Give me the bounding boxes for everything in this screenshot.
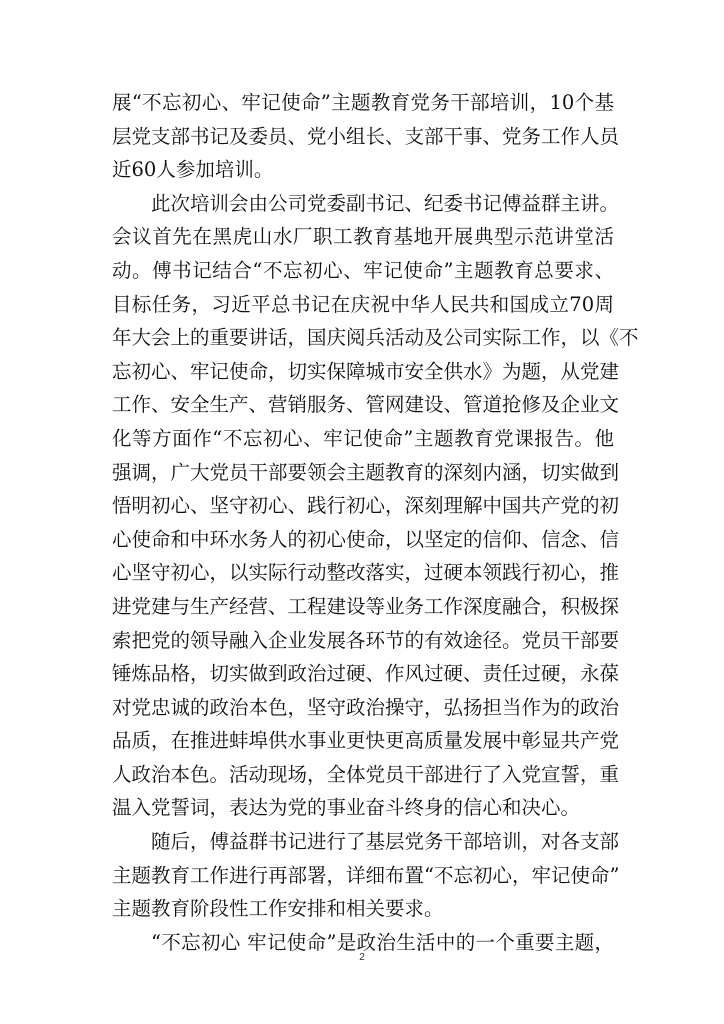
text-line: 索把党的领导融入企业发展各环节的有效途径。党员干部要 <box>112 628 620 652</box>
paragraph-start-line: 随后，傅益群书记进行了基层党务干部培训，对各支部 <box>151 830 620 854</box>
text-line: 动。傅书记结合“不忘初心、牢记使命”主题教育总要求、 <box>112 258 614 282</box>
text-line: 悟明初心、坚守初心、践行初心，深刻理解中国共产党的初 <box>112 494 620 518</box>
text-line: 目标任务，习近平总书记在庆祝中华人民共和国成立70周 <box>112 292 614 316</box>
page-number: 2 <box>359 952 365 963</box>
text-line: 品质，在推进蚌埠供水事业更快更高质量发展中彰显共产党 <box>112 729 620 753</box>
text-line: 忘初心、牢记使命，切实保障城市安全供水》为题，从党建 <box>112 359 620 383</box>
text-line: 心使命和中环水务人的初心使命，以坚定的信仰、信念、信 <box>112 527 620 551</box>
text-line: 化等方面作“不忘初心、牢记使命”主题教育党课报告。他 <box>112 426 614 450</box>
text-line: 年大会上的重要讲话，国庆阅兵活动及公司实际工作，以《不 <box>112 326 639 350</box>
text-line: 展“不忘初心、牢记使命”主题教育党务干部培训，10个基 <box>112 91 614 114</box>
paragraph-start-line: “不忘初心 牢记使命”是政治生活中的一个重要主题， <box>151 930 614 954</box>
text-line: 主题教育工作进行再部署，详细布置“不忘初心，牢记使命” <box>112 863 620 887</box>
text-line: 进党建与生产经营、工程建设等业务工作深度融合，积极探 <box>112 594 620 618</box>
text-line: 强调，广大党员干部要领会主题教育的深刻内涵，切实做到 <box>112 460 620 484</box>
text-line: 心坚守初心，以实际行动整改落实，过硬本领践行初心，推 <box>112 561 620 585</box>
text-line: 会议首先在黑虎山水厂职工教育基地开展典型示范讲堂活 <box>112 225 614 249</box>
text-line: 锤炼品格，切实做到政治过硬、作风过硬、责任过硬，永葆 <box>112 662 620 686</box>
paragraph-start-line: 此次培训会由公司党委副书记、纪委书记傅益群主讲。 <box>151 191 620 215</box>
text-line: 工作、安全生产、营销服务、管网建设、管道抢修及企业文 <box>112 393 620 417</box>
body-text <box>112 86 639 959</box>
text-line: 主题教育阶段性工作安排和相关要求。 <box>112 897 444 921</box>
text-line: 人政治本色。活动现场，全体党员干部进行了入党宣誓，重 <box>112 762 620 786</box>
text-line: 温入党誓词，表达为党的事业奋斗终身的信心和决心。 <box>112 796 581 820</box>
text-line: 对党忠诚的政治本色，坚守政治操守，弘扬担当作为的政治 <box>112 695 620 719</box>
text-line: 近60人参加培训。 <box>112 158 274 182</box>
text-line: 层党支部书记及委员、党小组长、支部干事、党务工作人员 <box>112 124 620 148</box>
